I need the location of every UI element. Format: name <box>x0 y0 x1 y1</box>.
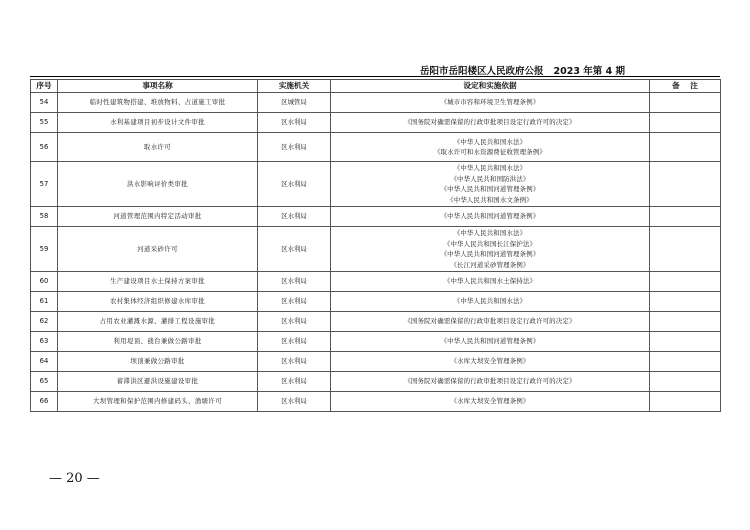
cell-notes <box>650 292 721 312</box>
basis-line: 《中华人民共和国防洪法》 <box>450 174 530 183</box>
approval-items-table <box>30 79 721 412</box>
cell-basis <box>331 162 650 207</box>
cell-agency: 区水利局 <box>258 332 331 352</box>
cell-agency: 区城管局 <box>258 93 331 113</box>
issue-number: 2023 年第 4 期 <box>553 66 625 77</box>
cell-serial: 56 <box>31 133 58 162</box>
cell-item-name: 水利基建项目初步设计文件审批 <box>58 113 258 133</box>
basis-line: 《国务院对确需保留的行政审批项目设定行政许可的决定》 <box>404 317 576 326</box>
page-number: — 20 — <box>49 471 100 486</box>
basis-line: 《取水许可和水资源费征收管理条例》 <box>433 148 547 156</box>
cell-serial: 62 <box>31 312 58 332</box>
cell-item-name: 占用农业灌溉水源、灌排工程设施审批 <box>58 312 258 332</box>
cell-notes <box>650 372 721 392</box>
cell-item-name: 大坝管理和保护范围内修建码头、渔塘许可 <box>58 392 258 412</box>
cell-notes <box>650 113 721 133</box>
basis-line: 《水库大坝安全管理条例》 <box>450 357 530 366</box>
cell-basis <box>331 372 650 392</box>
cell-serial: 63 <box>31 332 58 352</box>
cell-serial: 55 <box>31 113 58 133</box>
cell-agency: 区水利局 <box>258 372 331 392</box>
cell-basis <box>331 392 650 412</box>
cell-item-name: 河道采砂许可 <box>58 227 258 272</box>
basis-line: 《中华人民共和国河道管理条例》 <box>440 337 540 346</box>
table-row <box>31 227 721 272</box>
cell-basis <box>331 113 650 133</box>
basis-line: 《中华人民共和国水法》 <box>453 297 527 306</box>
cell-serial: 65 <box>31 372 58 392</box>
table-row <box>31 352 721 372</box>
cell-notes <box>650 332 721 352</box>
table-row <box>31 113 721 133</box>
basis-line: 《中华人民共和国水文条例》 <box>447 195 533 204</box>
table-row <box>31 93 721 113</box>
cell-serial: 58 <box>31 207 58 227</box>
cell-notes <box>650 272 721 292</box>
basis-line: 《长江河道采砂管理条例》 <box>450 260 530 269</box>
header-rule <box>30 76 720 77</box>
cell-item-name: 河道管理范围内特定活动审批 <box>58 207 258 227</box>
basis-line: 《中华人民共和国河道管理条例》 <box>440 185 540 193</box>
cell-basis <box>331 133 650 162</box>
cell-item-name: 取水许可 <box>58 133 258 162</box>
basis-line: 《中华人民共和国水法》 <box>453 137 527 146</box>
column-header-serial: 序号 <box>31 80 58 93</box>
cell-agency: 区水利局 <box>258 392 331 412</box>
column-header-basis: 设定和实施依据 <box>331 80 650 93</box>
table-row <box>31 207 721 227</box>
publication-header <box>420 63 710 77</box>
cell-notes <box>650 207 721 227</box>
basis-line: 《国务院对确需保留的行政审批项目设定行政许可的决定》 <box>404 377 576 386</box>
basis-line: 《水库大坝安全管理条例》 <box>450 397 530 406</box>
table-row <box>31 272 721 292</box>
cell-basis <box>331 272 650 292</box>
basis-line: 《国务院对确需保留的行政审批项目设定行政许可的决定》 <box>404 118 576 127</box>
cell-item-name: 利用堤顶、戗台兼做公路审批 <box>58 332 258 352</box>
cell-serial: 54 <box>31 93 58 113</box>
basis-line: 《中华人民共和国长江保护法》 <box>443 239 537 248</box>
cell-basis <box>331 292 650 312</box>
cell-notes <box>650 312 721 332</box>
cell-notes <box>650 392 721 412</box>
basis-line: 《中华人民共和国水法》 <box>453 229 527 237</box>
cell-agency: 区水利局 <box>258 113 331 133</box>
basis-line: 《城市市容和环境卫生管理条例》 <box>440 98 540 107</box>
cell-serial: 59 <box>31 227 58 272</box>
cell-agency: 区水利局 <box>258 292 331 312</box>
cell-item-name: 洪水影响评价类审批 <box>58 162 258 207</box>
table-row <box>31 312 721 332</box>
cell-notes <box>650 93 721 113</box>
cell-basis <box>331 93 650 113</box>
cell-basis <box>331 227 650 272</box>
basis-line: 《中华人民共和国水法》 <box>453 164 527 172</box>
cell-basis <box>331 207 650 227</box>
basis-line: 《中华人民共和国河道管理条例》 <box>440 250 540 258</box>
cell-item-name: 临时性建筑物搭建、堆放物料、占道施工审批 <box>58 93 258 113</box>
table-row <box>31 162 721 207</box>
column-header-agency: 实施机关 <box>258 80 331 93</box>
cell-agency: 区水利局 <box>258 207 331 227</box>
cell-item-name: 生产建设项目水土保持方案审批 <box>58 272 258 292</box>
column-header-item-name: 事项名称 <box>58 80 258 93</box>
basis-line: 《中华人民共和国水土保持法》 <box>443 277 537 286</box>
cell-serial: 61 <box>31 292 58 312</box>
table-row <box>31 372 721 392</box>
cell-notes <box>650 133 721 162</box>
cell-basis <box>331 352 650 372</box>
table-row <box>31 133 721 162</box>
cell-agency: 区水利局 <box>258 162 331 207</box>
cell-notes <box>650 162 721 207</box>
table-row <box>31 292 721 312</box>
cell-serial: 57 <box>31 162 58 207</box>
cell-item-name: 坝顶兼做公路审批 <box>58 352 258 372</box>
table-row <box>31 332 721 352</box>
cell-basis <box>331 312 650 332</box>
cell-basis <box>331 332 650 352</box>
basis-line: 《中华人民共和国河道管理条例》 <box>440 212 540 221</box>
publication-title: 岳阳市岳阳楼区人民政府公报 <box>420 66 544 77</box>
cell-agency: 区水利局 <box>258 312 331 332</box>
cell-serial: 66 <box>31 392 58 412</box>
cell-agency: 区水利局 <box>258 227 331 272</box>
cell-agency: 区水利局 <box>258 352 331 372</box>
cell-serial: 64 <box>31 352 58 372</box>
cell-item-name: 农村集体经济组织修建水库审批 <box>58 292 258 312</box>
cell-item-name: 蓄滞洪区避洪设施建设审批 <box>58 372 258 392</box>
column-header-notes: 备 注 <box>650 80 721 93</box>
cell-notes <box>650 352 721 372</box>
cell-serial: 60 <box>31 272 58 292</box>
cell-agency: 区水利局 <box>258 133 331 162</box>
table-header-row <box>31 80 721 93</box>
cell-agency: 区水利局 <box>258 272 331 292</box>
cell-notes <box>650 227 721 272</box>
table-row <box>31 392 721 412</box>
